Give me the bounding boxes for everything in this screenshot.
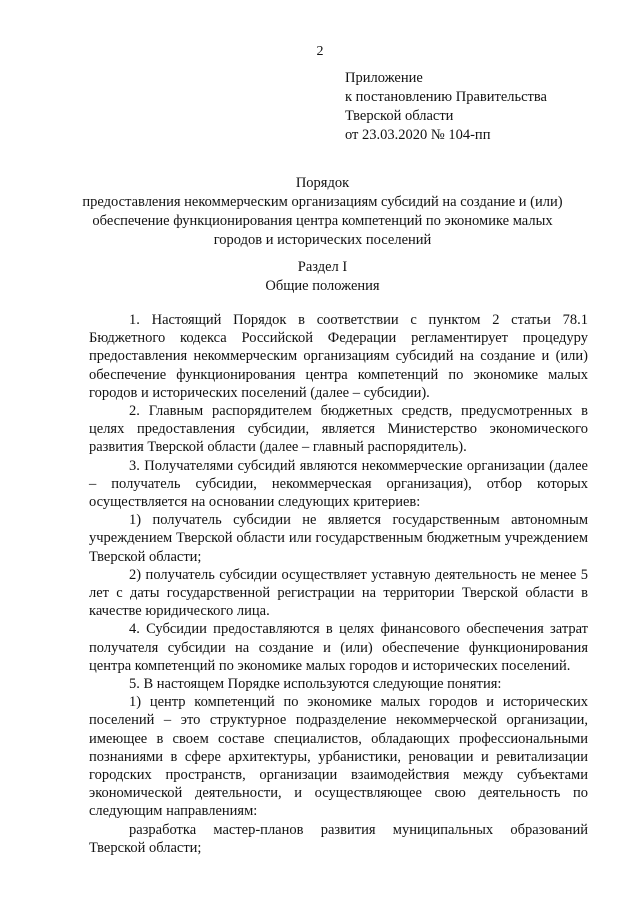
paragraph: 2. Главным распорядителем бюджетных средств, предусмотренных в целях предоставления субсидии, является Министерство экономического развития Тверской области (далее – главный распорядитель). <box>89 403 588 456</box>
appendix-header <box>345 69 547 145</box>
appendix-date-line: от 23.03.2020 № 104-пп <box>345 127 491 143</box>
section-number: Раздел I <box>297 259 348 275</box>
title-line: Порядок <box>295 175 350 191</box>
section-name: Общие положения <box>265 278 380 294</box>
appendix-line: к постановлению Правительства <box>345 89 547 105</box>
page-number: 2 <box>316 44 324 59</box>
paragraph: 5. В настоящем Порядке используются следующие понятия: <box>129 676 502 693</box>
paragraph: 3. Получателями субсидий являются некоммерческие организации (далее – получатель субсидии, некоммерческая организация), отбор которых осуществляется на основании следующих критериев: <box>89 457 588 511</box>
paragraph: 2) получатель субсидии осуществляет уставную деятельность не менее 5 лет с даты государственной регистрации на территории Тверской области в качестве юридического лица. <box>89 566 588 620</box>
paragraph: 4. Субсидии предоставляются в целях финансового обеспечения затрат получателя субсидии на создание и (или) обеспечение функционирования центра компетенций по экономике малых городов и исторических поселений. <box>89 621 588 674</box>
appendix-line: Приложение <box>345 70 423 86</box>
appendix-line: Тверской области <box>345 108 454 124</box>
title-line: городов и исторических поселений <box>213 232 432 248</box>
section-heading <box>80 258 565 296</box>
title-line: предоставления некоммерческим организациям субсидий на создание и (или) <box>82 194 563 210</box>
document-title <box>80 174 565 250</box>
paragraph: 1) получатель субсидии не является государственным автономным учреждением Тверской области или государственным бюджетным учреждением Тверской области; <box>89 512 588 565</box>
body-text <box>89 311 588 857</box>
title-line: обеспечение функционирования центра компетенций по экономике малых <box>92 213 553 229</box>
paragraph: 1) центр компетенций по экономике малых городов и исторических поселений – это структурное подразделение некоммерческой организации, имеющее в своем составе специалистов, обладающих профессиональными познаниями в сфере архитектуры, урбанистики, реновации и ревитализации городских пространств, организации взаимодействия между субъектами экономической деятельности, и осуществляющее свою деятельность по следующим направлениям: <box>89 694 588 820</box>
paragraph: разработка мастер-планов развития муниципальных образований Тверской области; <box>89 821 588 856</box>
paragraph: 1. Настоящий Порядок в соответствии с пунктом 2 статьи 78.1 Бюджетного кодекса Российской Федерации регламентирует процедуру предоставления некоммерческим организациям субсидий на создание и (или) обеспечение функционирования центра компетенций по экономике малых городов и исторических поселений (далее – субсидии). <box>89 312 588 401</box>
